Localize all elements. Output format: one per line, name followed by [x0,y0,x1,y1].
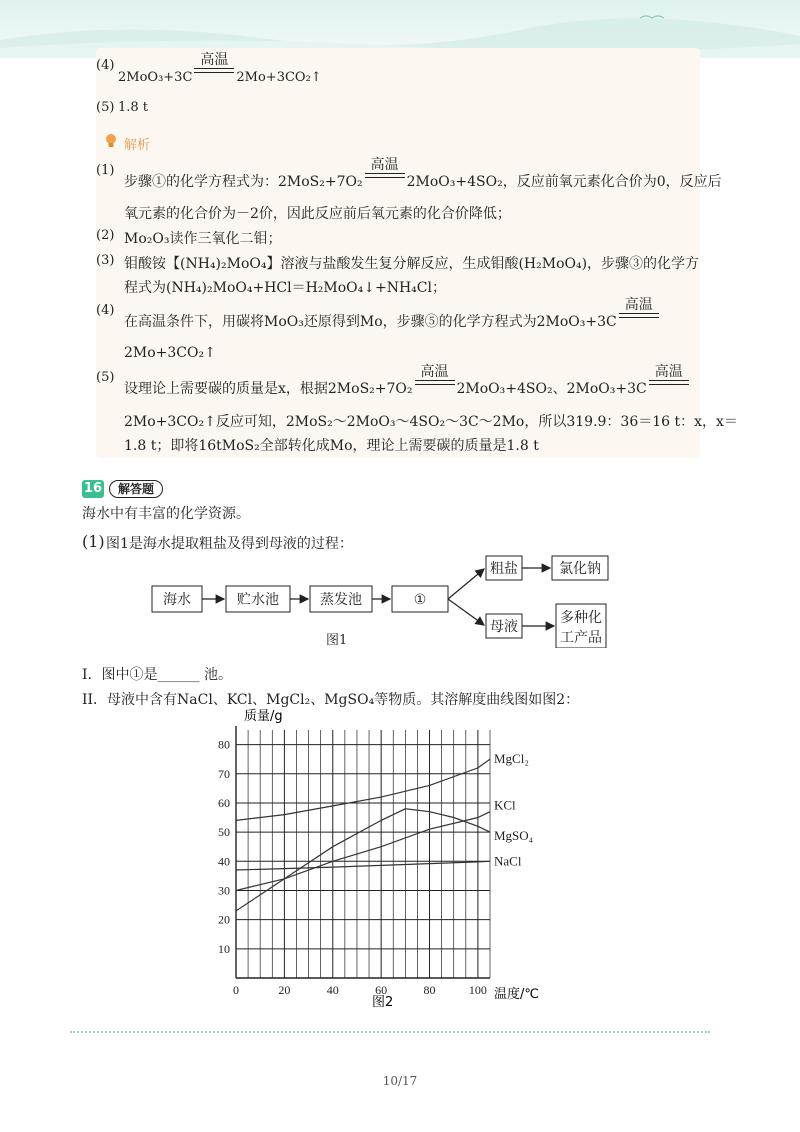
solubility-chart [200,702,560,1020]
analysis-4-number: (4) [96,303,115,318]
figure-1-caption: 图1 [326,633,348,648]
x-tick-label: 100 [468,983,487,997]
condition-mark: 高温 [617,312,661,326]
node-unknown-label: ① [413,592,427,608]
analysis-1-line1: 步骤①的化学方程式为：2MoS₂+7O₂ 高温 2MoO₃+4SO₂，反应前氧元素化合价为0，反应后 [124,157,722,190]
y-tick-label: 70 [218,766,230,781]
question-II: II．母液中含有NaCl、KCl、MgCl₂、MgSO₄等物质。其溶解度曲线图如图2： [82,692,580,708]
answer-5-text: 1.8 t [118,100,149,115]
analysis-1-line2: 氧元素的化合价为－2价，因此反应前后氧元素的化合价降低； [124,206,511,222]
x-tick-label: 0 [233,983,239,997]
series-line-KCl [236,812,490,891]
analysis-5-line1: 设理论上需要碳的质量是x，根据2MoS₂+7O₂ 高温 2MoO₃+4SO₂、2MoO₃+3C 高温 [124,378,691,398]
analysis-2-text: Mo₂O₃读作三氧化二钼； [124,231,282,247]
question-I: I．图中①是______ 池。 [82,667,232,683]
analysis-3-line1: 钼酸铵【(NH₄)₂MoO₄】溶液与盐酸发生复分解反应，生成钼酸(H₂MoO₄)，步骤③的化学方 [124,256,700,272]
answer-4-equation [118,52,322,85]
answer-5-number: (5) [96,100,115,115]
arrow [448,599,484,625]
question-intro: 海水中有丰富的化学资源。 [82,506,250,522]
node-crude-salt-label: 粗盐 [490,561,518,577]
x-tick-label: 80 [423,983,436,997]
flow-diagram [140,548,620,648]
bird-icon [640,16,664,18]
node-reservoir-label: 贮水池 [237,592,279,608]
y-tick-label: 60 [218,795,230,810]
analysis-5-line3: 1.8 t；即将16tMoS₂全部转化成Mo，理论上需要碳的质量是1.8 t [124,438,539,454]
node-products-line1: 多种化 [560,610,602,626]
analysis-4-line2: 2Mo+3CO₂↑ [124,345,216,361]
divider [70,1031,710,1033]
series-line-NaCl [236,861,490,870]
series-label: NaCl [494,853,522,869]
arrow [448,569,484,599]
condition-mark: 高温 [413,379,457,393]
analysis-5-number: (5) [96,370,115,385]
figure-2-caption: 图2 [372,995,394,1010]
y-tick-label: 50 [218,825,230,840]
analysis-label: 解析 [124,138,151,153]
series-label: MgCl₂ [494,751,529,767]
x-axis-label: 温度/℃ [494,987,539,1002]
x-tick-label: 40 [326,983,339,997]
lightbulb-icon [103,133,119,149]
question-type-tag: 解答题 [109,480,163,498]
series-label: MgSO₄ [494,828,534,844]
node-seawater-label: 海水 [163,592,191,608]
part-1-text: 图1是海水提取粗盐及得到母液的过程： [106,536,353,552]
answer-4-number: (4) [96,58,115,73]
analysis-3-number: (3) [96,253,115,268]
page-number: 10/17 [382,1074,418,1088]
y-tick-label: 10 [218,941,230,956]
node-sodium-chloride-label: 氯化钠 [559,561,601,577]
condition-mark: 高温 [363,172,407,186]
answer-4-right: 2Mo+3CO₂↑ [236,70,322,85]
y-axis-label: 质量/g [244,709,283,724]
condition-mark: 高温 [647,379,691,393]
x-tick-label: 20 [278,983,291,997]
part-1-number: (1) [82,532,105,551]
y-tick-label: 40 [218,854,230,869]
condition-mark: 高温 [192,67,236,81]
answer-4-left: 2MoO₃+3C [118,70,193,85]
analysis-1-number: (1) [96,163,115,178]
analysis-2-number: (2) [96,228,115,243]
series-line-MgCl₂ [236,759,490,820]
node-mother-liquor-label: 母液 [490,619,518,635]
x-tick-label: 60 [375,983,388,997]
question-number-badge: 16 [83,481,103,496]
node-evaporation-label: 蒸发池 [320,592,362,608]
y-tick-label: 20 [218,912,230,927]
analysis-4-line1: 在高温条件下，用碳将MoO₃还原得到Mo，步骤⑤的化学方程式为2MoO₃+3C 高温 [124,311,661,331]
analysis-5-line2: 2Mo+3CO₂↑反应可知，2MoS₂～2MoO₃～4SO₂～3C～2Mo，所以319.9：36＝16 t：x，x＝ [124,414,738,430]
series-label: KCl [494,797,516,813]
analysis-3-line2: 程式为(NH₄)₂MoO₄+HCl＝H₂MoO₄↓+NH₄Cl； [124,280,446,296]
y-tick-label: 30 [218,883,230,898]
node-products-line2: 工产品 [560,630,602,646]
y-tick-label: 80 [218,737,230,752]
